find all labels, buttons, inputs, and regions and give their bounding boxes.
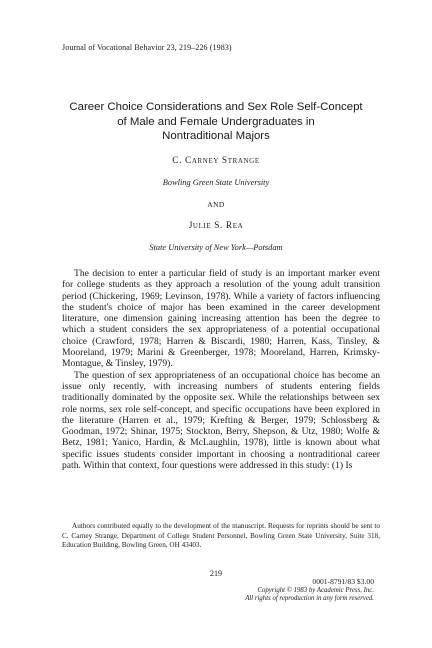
title-line-1: Career Choice Considerations and Sex Role Self-Concept	[69, 101, 363, 113]
article-body	[62, 268, 380, 471]
author-conjunction: AND	[207, 200, 225, 209]
title-line-2: of Male and Female Undergraduates in	[117, 115, 315, 128]
copyright-line: Copyright © 1983 by Academic Press, Inc.	[257, 586, 374, 594]
body-paragraph-2: The question of sex appropriateness of an occupational choice has become an issue only recently, with increasing numbers of students entering fields traditionally dominated by the opposite sex. While the relationships between sex role norms, sex role self-concept, and specific occupations have been explored in the literature (Harren et al., 1979; Krefting & Berger, 1979; Schlossberg & Goodman, 1972; Shinar, 1975; Stockton, Berry, Shepson, & Utz, 1980; Wolfe & Betz, 1981; Yanico, Hardin, & McLaughlin, 1978), little is known about what specific issues students consider important in choosing a nontraditional career path. Within that context, four questions were addressed in this study: (1) Is	[62, 369, 380, 472]
journal-citation: Journal of Vocational Behavior 23, 219–226 (1983)	[62, 43, 232, 52]
publisher-info	[245, 578, 374, 604]
affiliation-2: State University of New York—Potsdam	[149, 243, 283, 252]
author-footnote: Authors contributed equally to the development of the manuscript. Requests for reprints should be sent to C. Carney Strange, Department of College Student Personnel, Bowling Green State University, Suite 318, Education Building, Bowling Green, OH 43403.	[62, 522, 380, 550]
page-number: 219	[210, 569, 222, 578]
article-title	[40, 100, 392, 144]
author-2: Julie S. Rea	[188, 221, 244, 231]
body-paragraph-1: The decision to enter a particular field of study is an important marker event for college students as they approach a resolution of the young adult transition period (Chickering, 1969; Levinson, 1978). While a variety of factors influencing the student's choice of major has been examined in the career development literature, one dimension gaining increasing attention has been the degree to which a student considers the sex appropriateness of a potential occupational choice (Crawford, 1978; Harren & Biscardi, 1980; Harren, Kass, Tinsley, & Mooreland, 1979; Marini & Greenberger, 1978; Mooreland, Harren, Krimsky-Montague, & Tinsley, 1979).	[62, 268, 380, 370]
affiliation-1: Bowling Green State University	[162, 178, 270, 187]
author-1: C. Carney Strange	[172, 156, 260, 166]
title-line-3: Nontraditional Majors	[162, 130, 270, 142]
rights-line: All rights of reproduction in any form reserved.	[245, 595, 374, 603]
issn-price: 0001-8791/83 $3.00	[312, 577, 374, 586]
